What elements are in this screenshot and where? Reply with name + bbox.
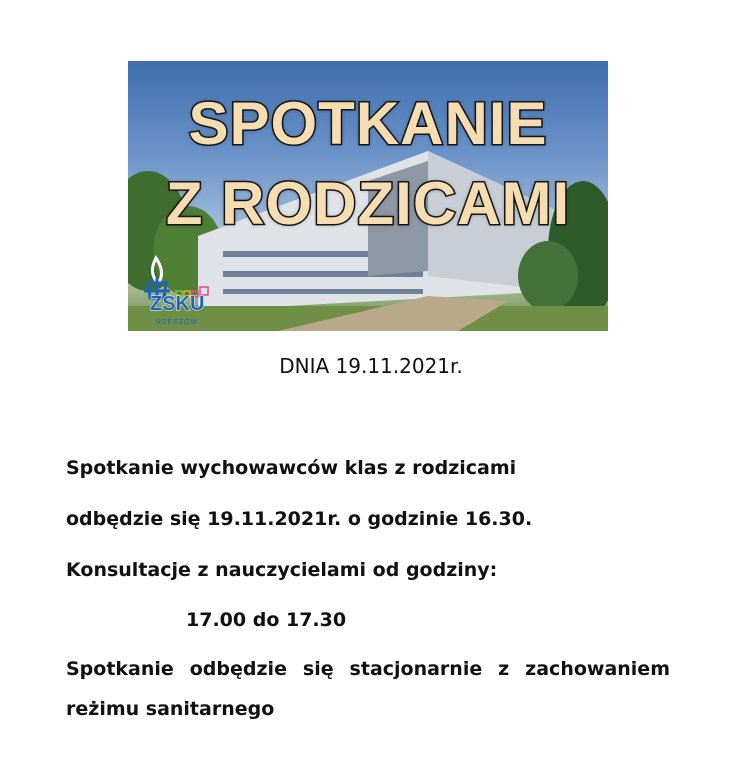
body-line-5-word: z <box>498 658 510 680</box>
banner-image <box>128 61 608 331</box>
logo-text: ZSKU <box>150 293 205 315</box>
body-line-6: reżimu sanitarnego <box>66 698 275 720</box>
banner-title-line2: Z RODZICAMI <box>165 170 571 237</box>
body-line-5-word: stacjonarnie <box>349 658 483 680</box>
body-line-2: odbędzie się 19.11.2021r. o godzinie 16.30. <box>66 508 533 530</box>
body-line-1: Spotkanie wychowawców klas z rodzicami <box>66 457 517 479</box>
body-line-3: Konsultacje z nauczycielami od godziny: <box>66 559 498 581</box>
body-line-5 <box>66 658 670 680</box>
logo-subtext: RZESZÓW <box>156 319 198 326</box>
banner-title-line1: SPOTKANIE <box>188 90 548 157</box>
body-line-5-word: się <box>302 658 334 680</box>
date-line: DNIA 19.11.2021r. <box>279 354 463 378</box>
body-line-5-word: zachowaniem <box>525 658 670 680</box>
body-line-4: 17.00 do 17.30 <box>186 609 347 631</box>
body-line-5-word: Spotkanie <box>66 658 174 680</box>
body-line-5-word: odbędzie <box>189 658 287 680</box>
